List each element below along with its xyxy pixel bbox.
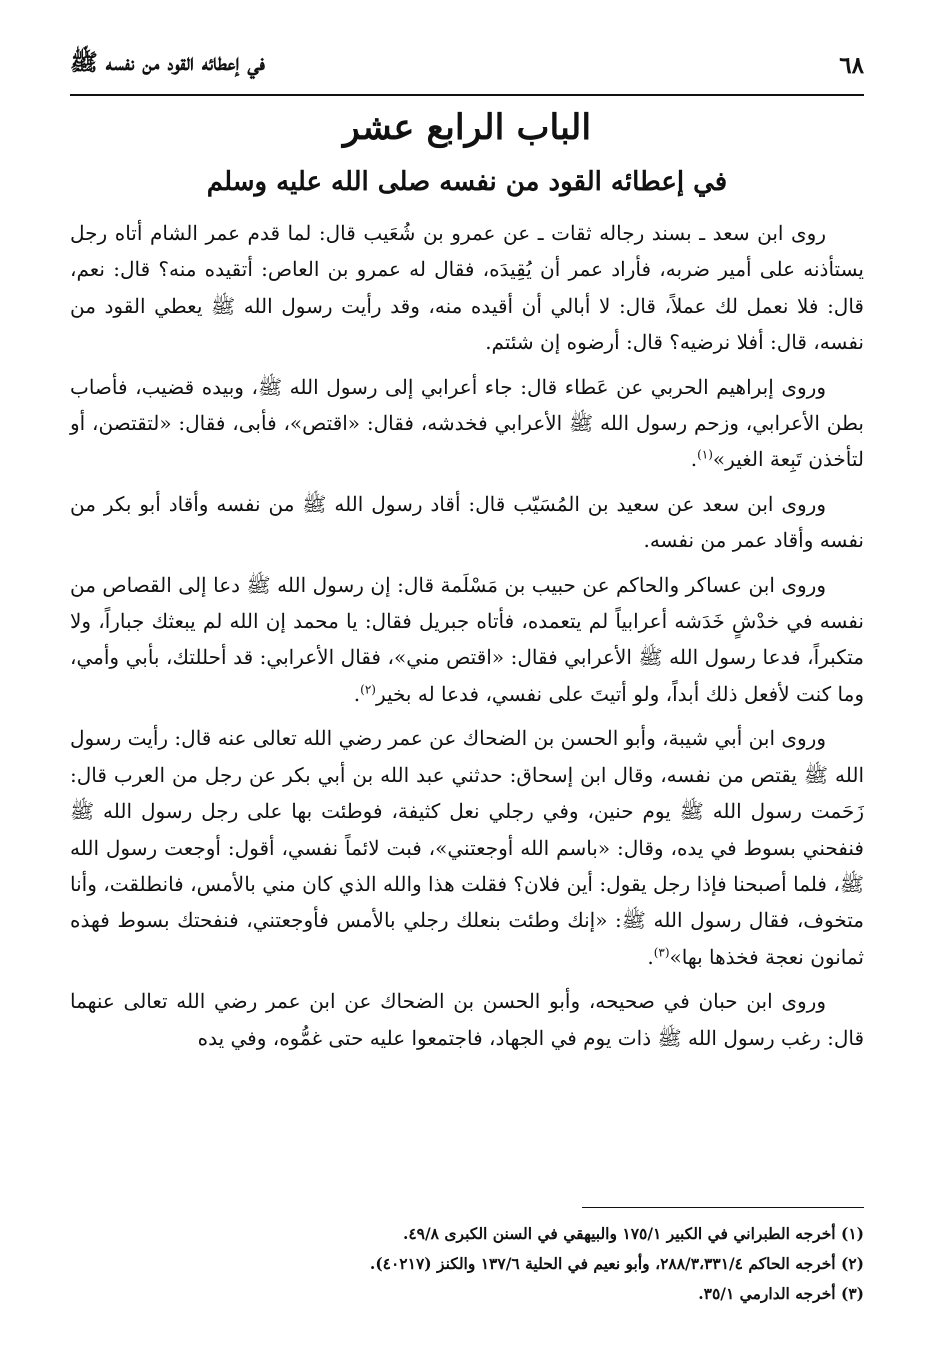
running-head [70,40,864,90]
paragraph-text: وروى ابن حبان في صحيحه، وأبو الحسن بن الضحاك عن ابن عمر رضي الله تعالى عنهما قال: رغب رسول الله ﷺ ذات يوم في الجهاد، فاجتمعوا عليه حتى غمُّوه، وفي يده [70,989,864,1050]
paragraph-text: وروى ابن عساكر والحاكم عن حبيب بن مَسْلَمة قال: إن رسول الله ﷺ دعا إلى القصاص من نفسه في خدْشٍ خَدَشه أعرابياً لم يتعمده، فأتاه جبريل فقال: يا محمد إن الله لم يبعثك جباراً، ولا متكبراً، فدعا رسول الله ﷺ الأعرابي فقال: «اقتص مني»، فقال الأعرابي: قد أحللتك، بأبي وأمي، وما كنت لأفعل ذلك أبداً، ولو أتيتَ على نفسي، فدعا له بخير [70,572,864,706]
paragraph [70,215,864,361]
page-number: ٦٨ [839,51,864,79]
header-rule [70,94,864,96]
footnote: (٢) أخرجه الحاكم ٢٨٨/٣،٣٣١/٤، وأبو نعيم في الحلية ١٣٧/٦ والكنز (٤٠٢١٧). [369,1254,864,1273]
running-title: في إعطائه القود من نفسه ﷺ [70,49,265,76]
chapter-title: الباب الرابع عشر [342,107,592,148]
chapter-subtitle: في إعطائه القود من نفسه صلى الله عليه وسلم [206,167,728,197]
paragraph-text: وروى إبراهيم الحربي عن عَطاء قال: جاء أعرابي إلى رسول الله ﷺ، وبيده قضيب، فأصاب بطن الأعرابي، وزحم رسول الله ﷺ الأعرابي فخدشه، فقال: «اقتص»، فأبى، فقال: «لتقتصن، أو لتأخذن تَبِعة الغير» [70,374,864,472]
paragraph [70,983,864,1056]
paragraph [70,486,864,559]
body-text [70,215,864,1064]
paragraph-text: وروى ابن أبي شيبة، وأبو الحسن بن الضحاك عن عمر رضي الله تعالى عنه قال: رأيت رسول الله ﷺ يقتص من نفسه، وقال ابن إسحاق: حدثني عبد الله بن أبي بكر عن رجل من العرب قال: زَحَمت رسول الله ﷺ يوم حنين، وفي رجلي نعل كثيفة، فوطئت بها على رجل رسول الله ﷺ فنفحني بسوط في يده، وقال: «باسم الله أوجعتني»، فبت لائماً نفسي، أقول: أوجعت رسول الله ﷺ، فلما أصبحنا فإذا رجل يقول: أين فلان؟ فقلت هذا والله الذي كان مني بالأمس، فانطلقت، وأنا متخوف، فقال رسول الله ﷺ: «إنك وطئت بنعلك رجلي بالأمس فأوجعتني، فنفحتك بسوط فهذه ثمانون نعجة فخذها بها» [70,726,864,969]
paragraph-text: وروى ابن سعد عن سعيد بن المُسَيّب قال: أقاد رسول الله ﷺ من نفسه وأقاد أبو بكر من نفسه وأقاد عمر من نفسه. [70,491,864,553]
footnote-marker: (٢) [360,682,376,697]
paragraph-text: روى ابن سعد ـ بسند رجاله ثقات ـ عن عمرو بن شُعَيب قال: لما قدم عمر الشام أتاه رجل يستأذنه على أمير ضربه، فأراد عمر أن يُقِيدَه، فقال له عمرو بن العاص: أتقيده منه؟ قال: نعم، قال: فلا نعمل لك عملاً، قال: لا أبالي أن أقيده منه، وقد رأيت رسول الله ﷺ يعطي القود من نفسه، قال: أفلا نرضيه؟ قال: أرضوه إن شئتم. [70,221,864,355]
footnote-marker: (١) [697,447,713,462]
footnote-marker: (٣) [653,945,670,960]
footnote: (٣) أخرجه الدارمي ٣٥/١. [698,1284,864,1303]
footnote: (١) أخرجه الطبراني في الكبير ١٧٥/١ والبيهقي في السنن الكبرى ٤٩/٨. [402,1224,864,1243]
paragraph: وروى ابن عساكر والحاكم عن حبيب بن مَسْلَمة قال: إن رسول الله ﷺ دعا إلى القصاص من نفسه في خدْشٍ خَدَشه أعرابياً لم يتعمده، فأتاه جبريل فقال: يا محمد إن الله لم يبعثك جباراً، ولا متكبراً، فدعا رسول الله ﷺ الأعرابي فقال: «اقتص مني»، فقال الأعرابي: قد أحللتك، بأبي وأمي، وما كنت لأفعل ذلك أبداً، ولو أتيتَ على نفسي، فدعا له بخير$^{(٢)}$. [70,572,864,706]
paragraph: وروى إبراهيم الحربي عن عَطاء قال: جاء أعرابي إلى رسول الله ﷺ، وبيده قضيب، فأصاب بطن الأعرابي، وزحم رسول الله ﷺ الأعرابي فخدشه، فقال: «اقتص»، فأبى، فقال: «لتقتصن، أو لتأخذن تَبِعة الغير»$^{(١)}$. [70,374,864,472]
footnotes [70,1219,864,1309]
footnote-rule [582,1207,864,1208]
paragraph: وروى ابن أبي شيبة، وأبو الحسن بن الضحاك عن عمر رضي الله تعالى عنه قال: رأيت رسول الله ﷺ يقتص من نفسه، وقال ابن إسحاق: حدثني عبد الله بن أبي بكر عن رجل من العرب قال: زَحَمت رسول الله ﷺ يوم حنين، وفي رجلي نعل كثيفة، فوطئت بها على رجل رسول الله ﷺ فنفحني بسوط في يده، وقال: «باسم الله أوجعتني»، فبت لائماً نفسي، أقول: أوجعت رسول الله ﷺ، فلما أصبحنا فإذا رجل يقول: أين فلان؟ فقلت هذا والله الذي كان مني بالأمس، فانطلقت، وأنا متخوف، فقال رسول الله ﷺ: «إنك وطئت بنعلك رجلي بالأمس فأوجعتني، فنفحتك بسوط فهذه ثمانون نعجة فخذها بها»$^{(٣)}$. [70,726,864,969]
